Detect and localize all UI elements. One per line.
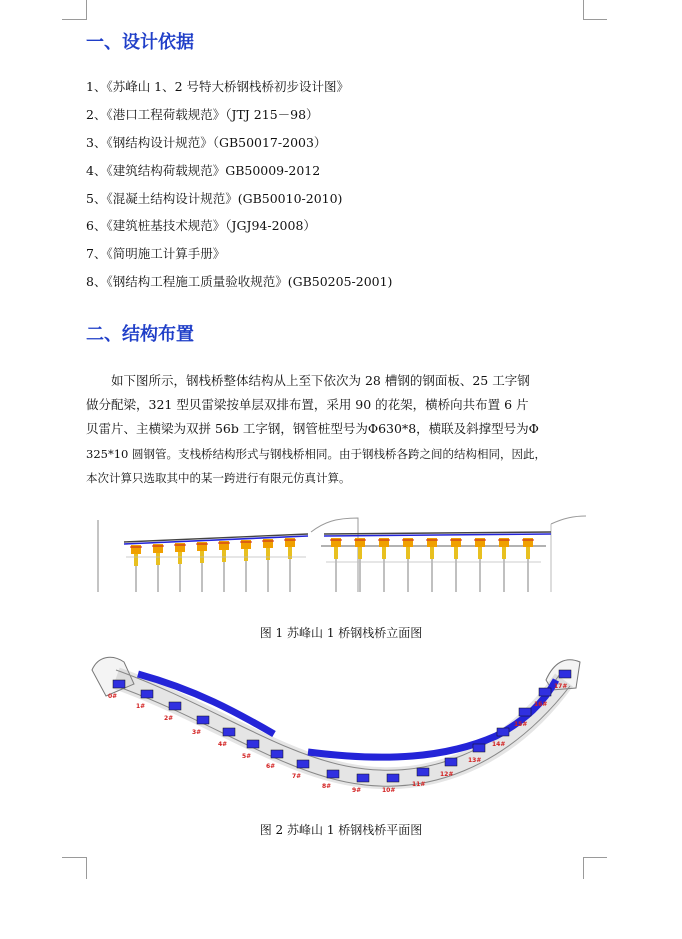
pier-label: 4# <box>218 741 228 748</box>
pier-bracing <box>478 547 482 559</box>
pier-block <box>417 768 429 776</box>
paragraph-line: 本次计算只选取其中的某一跨进行有限元仿真计算。 <box>86 470 351 485</box>
pier-cap <box>175 543 185 552</box>
crop-mark-bottom-right-h <box>583 857 607 858</box>
pier-cap <box>451 538 461 547</box>
pier-label: 8# <box>322 783 332 790</box>
pier-bracing <box>244 549 248 561</box>
pier-cap <box>241 540 251 549</box>
pier-bracing <box>454 547 458 559</box>
section-heading-design-basis: 一、设计依据 <box>86 32 194 53</box>
bailey-beam-segment-right <box>308 680 556 757</box>
section-heading-structure-layout: 二、结构布置 <box>86 324 194 345</box>
pier-bracing <box>502 547 506 559</box>
pier-label: 7# <box>292 773 302 780</box>
pier-label: 17# <box>554 683 568 690</box>
pier-block <box>223 728 235 736</box>
crop-mark-bottom-left-h <box>62 857 86 858</box>
reference-item: 8、《钢结构工程施工质量验收规范》(GB50205-2001) <box>86 274 393 290</box>
pier-label: 13# <box>468 757 482 764</box>
bailey-beam-left <box>124 536 308 544</box>
reference-item: 2、《港口工程荷载规范》（JTJ 215－98） <box>86 106 319 122</box>
pier-block <box>197 716 209 724</box>
pier-block <box>387 774 399 782</box>
pier-cap <box>523 538 533 547</box>
pier-block <box>141 690 153 698</box>
pier-cap <box>427 538 437 547</box>
bridge-elevation-drawing <box>96 512 586 594</box>
crop-mark-top-left-v <box>86 0 87 20</box>
reference-item: 3、《钢结构设计规范》（GB50017-2003） <box>86 134 327 150</box>
pier-bracing <box>406 547 410 559</box>
pier-cap <box>475 538 485 547</box>
pier-cap <box>379 538 389 547</box>
reference-item: 6、《建筑桩基技术规范》（JGJ94-2008） <box>86 218 316 234</box>
pier-cap <box>153 544 163 553</box>
paragraph-line: 做分配梁，321 型贝雷梁按单层双排布置，采用 90 的花架，横桥向共布置 6 片 <box>86 397 529 413</box>
reference-item: 4、《建筑结构荷载规范》GB50009-2012 <box>86 162 321 178</box>
abutment-right <box>551 516 586 524</box>
pier-label: 2# <box>164 715 174 722</box>
pier-block <box>559 670 571 678</box>
pier-label: 12# <box>440 771 454 778</box>
pier-cap <box>263 539 273 548</box>
pier-label: 1# <box>136 703 146 710</box>
pier-label: 9# <box>352 787 362 794</box>
pier-cap <box>131 545 141 554</box>
reference-list <box>86 78 392 301</box>
pier-block <box>327 770 339 778</box>
pier-label: 16# <box>534 701 548 708</box>
pier-cap <box>499 538 509 547</box>
pier-bracing <box>134 554 138 566</box>
pier-bracing <box>358 547 362 559</box>
pier-cap <box>355 538 365 547</box>
pier-bracing <box>178 552 182 564</box>
pier-block <box>357 774 369 782</box>
pier-block <box>539 688 551 696</box>
pier-block <box>271 750 283 758</box>
paragraph-line: 325*10 圆钢管。支栈桥结构形式与钢栈桥相同。由于钢栈桥各跨之间的结构相同，因此， <box>86 446 546 461</box>
reference-item: 7、《简明施工计算手册》 <box>86 246 226 262</box>
crop-mark-bottom-left-v <box>86 857 87 879</box>
bridge-plan-drawing <box>86 650 591 810</box>
pier-bracing <box>156 553 160 565</box>
figure2-caption: 图 2 苏峰山 1 桥钢栈桥平面图 <box>259 823 423 837</box>
pier-label: 3# <box>192 729 202 736</box>
pier-cap <box>285 538 295 547</box>
pier-label: 14# <box>492 741 506 748</box>
paragraph-line: 如下图所示，钢栈桥整体结构从上至下依次为 28 槽钢的钢面板、25 工字钢 <box>111 373 530 388</box>
pier-cap <box>403 538 413 547</box>
pier-block <box>113 680 125 688</box>
pier-cap <box>331 538 341 547</box>
reference-item: 5、《混凝土结构设计规范》(GB50010-2010) <box>86 190 343 206</box>
pier-block <box>473 744 485 752</box>
reference-item: 1、《苏峰山 1、2 号特大桥钢栈桥初步设计图》 <box>86 79 350 94</box>
pier-block <box>247 740 259 748</box>
crop-mark-top-left-h <box>62 19 86 20</box>
pier-cap <box>197 542 207 551</box>
pier-bracing <box>526 547 530 559</box>
pier-block <box>169 702 181 710</box>
pier-label: 6# <box>266 763 276 770</box>
pier-bracing <box>334 547 338 559</box>
pier-cap <box>219 541 229 550</box>
crop-mark-bottom-right-v <box>583 857 584 879</box>
pier-block <box>445 758 457 766</box>
pier-block <box>497 728 509 736</box>
pier-label: 5# <box>242 753 252 760</box>
pier-label: 10# <box>382 787 396 794</box>
pier-block <box>297 760 309 768</box>
pier-label: 11# <box>412 781 426 788</box>
pier-label: 15# <box>514 721 528 728</box>
pier-bracing <box>382 547 386 559</box>
structure-description-paragraph <box>86 369 596 490</box>
crop-mark-top-right-v <box>583 0 584 20</box>
pier-bracing <box>222 550 226 562</box>
pier-bracing <box>266 548 270 560</box>
paragraph-line: 贝雷片、主横梁为双拼 56b 工字钢，钢管桩型号为Φ630*8，横联及斜撑型号为Φ <box>86 421 539 437</box>
figure1-caption: 图 1 苏峰山 1 桥钢栈桥立面图 <box>259 626 423 640</box>
pier-label: 0# <box>108 693 118 700</box>
pier-block <box>519 708 531 716</box>
pier-bracing <box>430 547 434 559</box>
crop-mark-top-right-h <box>583 19 607 20</box>
